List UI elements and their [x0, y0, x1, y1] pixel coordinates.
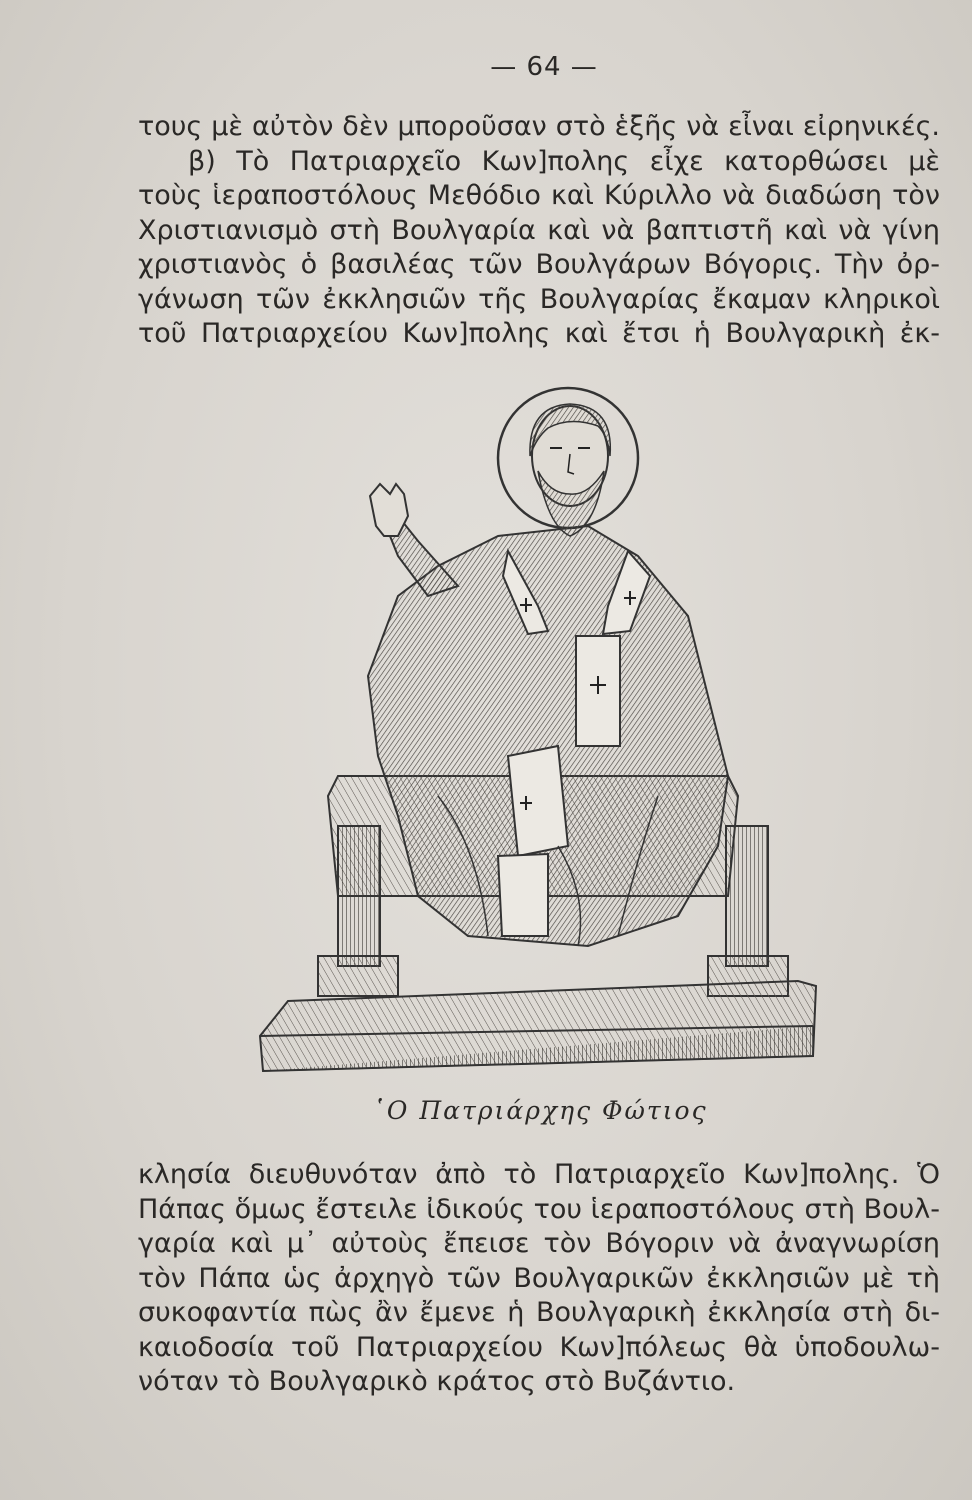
text-line: χριστιανὸς ὁ βασιλέας τῶν Βουλγάρων Βόγορις. Τὴν ὀρ-	[138, 249, 940, 280]
patriarch-illustration	[258, 376, 818, 1076]
text-line: γαρία καὶ μ᾽ αὐτοὺς ἔπεισε τὸν Βόγοριν νὰ ἀναγνωρίση	[138, 1228, 940, 1259]
text-line: συκοφαντία πὼς ἂν ἔμενε ἡ Βουλγαρικὴ ἐκκλησία στὴ δι-	[138, 1297, 940, 1328]
text-line: Χριστιανισμὸ στὴ Βουλγαρία καὶ νὰ βαπτιστῆ καὶ νὰ γίνη	[138, 214, 940, 246]
page-number: — 64 —	[490, 52, 598, 82]
top-paragraph	[138, 110, 940, 352]
bottom-paragraph	[138, 1158, 940, 1400]
text-line: καιοδοσία τοῦ Πατριαρχείου Κων]πόλεως θὰ ὑποδουλω-	[138, 1331, 940, 1363]
text-line: τὸν Πάπα ὡς ἀρχηγὸ τῶν Βουλγαρικῶν ἐκκλησιῶν μὲ τὴ	[138, 1262, 940, 1294]
text-line: νόταν τὸ Βουλγαρικὸ κράτος στὸ Βυζάντιο.	[138, 1366, 736, 1397]
text-line: Πάπας ὅμως ἔστειλε ἰδικούς του ἱεραποστόλους στὴ Βουλ-	[138, 1193, 940, 1225]
patriarch-engraving	[258, 376, 818, 1076]
figure-caption: ῾Ο Πατριάρχης Φώτιος	[372, 1096, 708, 1125]
text-line: τοὺς ἱεραποστόλους Μεθόδιο καὶ Κύριλλο νὰ διαδώση τὸν	[138, 180, 940, 211]
text-line: τους μὲ αὐτὸν δὲν μποροῦσαν στὸ ἑξῆς νὰ εἶναι εἰρηνικές.	[138, 111, 940, 142]
text-line: τοῦ Πατριαρχείου Κων]πολης καὶ ἔτσι ἡ Βουλγαρικὴ ἐκ-	[138, 318, 940, 349]
text-line: κλησία διευθυνόταν ἀπὸ τὸ Πατριαρχεῖο Κων]πολης. Ὁ	[138, 1159, 940, 1190]
text-line: β) Τὸ Πατριαρχεῖο Κων]πολης εἶχε κατορθώσει μὲ	[188, 145, 940, 177]
text-line: γάνωση τῶν ἐκκλησιῶν τῆς Βουλγαρίας ἔκαμαν κληρικοὶ	[138, 283, 940, 315]
